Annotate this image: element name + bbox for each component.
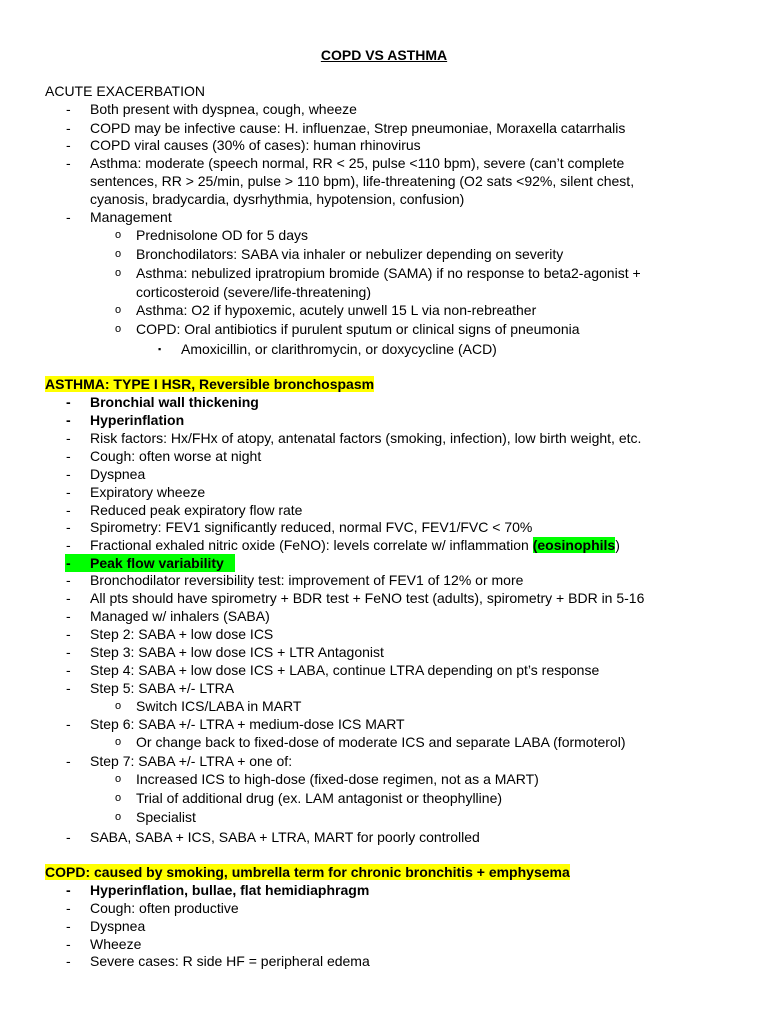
dash-bullet: - xyxy=(66,120,71,136)
list-item-text: Dyspnea xyxy=(90,918,146,934)
circle-bullet: o xyxy=(115,773,122,785)
circle-bullet: o xyxy=(115,248,122,260)
list-item-continuation: sentences, RR > 25/min, pulse > 110 bpm), life-threatening (O2 sats <92%, silent chest, xyxy=(90,173,635,189)
sub-list-item-text: Bronchodilators: SABA via inhaler or nebulizer depending on severity xyxy=(136,246,564,262)
dash-bullet: - xyxy=(66,209,71,225)
dash-bullet: - xyxy=(66,555,71,571)
list-item-text: Step 3: SABA + low dose ICS + LTR Antagonist xyxy=(90,644,384,660)
sub-list-item-continuation: corticosteroid (severe/life-threatening) xyxy=(136,284,371,300)
feno-text: Fractional exhaled nitric oxide (FeNO): levels correlate w/ inflammation xyxy=(90,537,533,553)
dash-bullet: - xyxy=(66,936,71,952)
dash-bullet: - xyxy=(66,626,71,642)
dash-bullet: - xyxy=(66,412,71,428)
list-item-text: COPD viral causes (30% of cases): human rhinovirus xyxy=(90,137,421,153)
list-item-text: All pts should have spirometry + BDR test + FeNO test (adults), spirometry + BDR in 5-16 xyxy=(90,590,645,606)
list-item-text: Step 6: SABA +/- LTRA + medium-dose ICS MART xyxy=(90,716,405,732)
list-item-text: Expiratory wheeze xyxy=(90,484,206,500)
dash-bullet: - xyxy=(66,829,71,845)
dash-bullet: - xyxy=(66,900,71,916)
circle-bullet: o xyxy=(115,304,122,316)
dash-bullet: - xyxy=(66,716,71,732)
list-item-text: Both present with dyspnea, cough, wheeze xyxy=(90,101,357,117)
circle-bullet: o xyxy=(115,736,122,748)
sub-list-item-text: Asthma: nebulized ipratropium bromide (SAMA) if no response to beta2-agonist + xyxy=(136,265,641,281)
sub-sub-list-item-text: Amoxicillin, or clarithromycin, or doxycycline (ACD) xyxy=(181,341,497,357)
sub-list-item-text: Asthma: O2 if hypoxemic, acutely unwell 15 L via non-rebreather xyxy=(136,302,537,318)
list-item-text: Cough: often productive xyxy=(90,900,239,916)
circle-bullet: o xyxy=(115,700,122,712)
eosinophils-highlight: (eosinophils xyxy=(532,537,616,553)
list-item-text: Management xyxy=(90,209,172,225)
circle-bullet: o xyxy=(115,323,122,335)
dash-bullet: - xyxy=(66,608,71,624)
asthma-heading-text: ASTHMA: TYPE I HSR, Reversible bronchospasm xyxy=(45,376,375,392)
dash-bullet: - xyxy=(66,753,71,769)
list-item-text: Step 5: SABA +/- LTRA xyxy=(90,680,235,696)
dash-bullet: - xyxy=(66,537,71,553)
dash-bullet: - xyxy=(66,101,71,117)
circle-bullet: o xyxy=(115,811,122,823)
list-item-continuation: cyanosis, bradycardia, dysrhythmia, hypotension, confusion) xyxy=(90,191,465,207)
list-item-text: COPD may be infective cause: H. influenzae, Strep pneumoniae, Moraxella catarrhalis xyxy=(90,120,626,136)
list-item-text: Spirometry: FEV1 significantly reduced, normal FVC, FEV1/FVC < 70% xyxy=(90,519,533,535)
dash-bullet: - xyxy=(66,484,71,500)
dash-bullet: - xyxy=(66,882,71,898)
dash-bullet: - xyxy=(66,448,71,464)
dash-bullet: - xyxy=(66,502,71,518)
square-bullet: ▪ xyxy=(158,344,162,354)
feno-close-paren: ) xyxy=(615,537,620,553)
list-item-text: Hyperinflation, bullae, flat hemidiaphragm xyxy=(90,882,370,898)
list-item-text: Severe cases: R side HF = peripheral edema xyxy=(90,953,370,969)
sub-list-item-text: Switch ICS/LABA in MART xyxy=(136,698,302,714)
circle-bullet: o xyxy=(115,267,122,279)
sub-list-item-text: Specialist xyxy=(136,809,196,825)
list-item-text: Bronchodilator reversibility test: improvement of FEV1 of 12% or more xyxy=(90,572,524,588)
dash-bullet: - xyxy=(66,430,71,446)
sub-list-item-text: Or change back to fixed-dose of moderate ICS and separate LABA (formoterol) xyxy=(136,734,626,750)
dash-bullet: - xyxy=(66,572,71,588)
list-item-text: Managed w/ inhalers (SABA) xyxy=(90,608,270,624)
dash-bullet: - xyxy=(66,953,71,969)
circle-bullet: o xyxy=(115,792,122,804)
list-item-text: Step 7: SABA +/- LTRA + one of: xyxy=(90,753,293,769)
list-item-text: Asthma: moderate (speech normal, RR < 25, pulse <110 bpm), severe (can’t complete xyxy=(90,155,625,171)
dash-bullet: - xyxy=(66,662,71,678)
sub-list-item-text: COPD: Oral antibiotics if purulent sputum or clinical signs of pneumonia xyxy=(136,321,580,337)
dash-bullet: - xyxy=(66,466,71,482)
circle-bullet: o xyxy=(115,229,122,241)
sub-list-item-text: Increased ICS to high-dose (fixed-dose regimen, not as a MART) xyxy=(136,771,539,787)
list-item-text: Dyspnea xyxy=(90,466,146,482)
list-item-text: Risk factors: Hx/FHx of atopy, antenatal factors (smoking, infection), low birth weight, etc. xyxy=(90,430,642,446)
list-item-text: Step 4: SABA + low dose ICS + LABA, continue LTRA depending on pt’s response xyxy=(90,662,600,678)
sub-list-item-text: Trial of additional drug (ex. LAM antagonist or theophylline) xyxy=(136,790,503,806)
dash-bullet: - xyxy=(66,918,71,934)
dash-bullet: - xyxy=(66,590,71,606)
list-item-text: Cough: often worse at night xyxy=(90,448,262,464)
dash-bullet: - xyxy=(66,155,71,171)
list-item-text: Wheeze xyxy=(90,936,142,952)
list-item-text: Step 2: SABA + low dose ICS xyxy=(90,626,274,642)
dash-bullet: - xyxy=(66,680,71,696)
page-title: COPD VS ASTHMA xyxy=(320,47,448,63)
acute-heading: ACUTE EXACERBATION xyxy=(45,83,205,99)
copd-heading xyxy=(45,863,570,881)
list-item-text: Hyperinflation xyxy=(90,412,185,428)
list-item-text: Reduced peak expiratory flow rate xyxy=(90,502,303,518)
list-item-text: Peak flow variability xyxy=(90,555,224,571)
list-item-text: Bronchial wall thickening xyxy=(90,394,259,410)
copd-heading-text: COPD: caused by smoking, umbrella term for chronic bronchitis + emphysema xyxy=(45,864,570,880)
sub-list-item-text: Prednisolone OD for 5 days xyxy=(136,227,308,243)
dash-bullet: - xyxy=(66,137,71,153)
list-item-text xyxy=(90,536,620,554)
list-item-text: SABA, SABA + ICS, SABA + LTRA, MART for poorly controlled xyxy=(90,829,480,845)
dash-bullet: - xyxy=(66,644,71,660)
asthma-heading xyxy=(45,375,374,393)
dash-bullet: - xyxy=(66,519,71,535)
dash-bullet: - xyxy=(66,394,71,410)
